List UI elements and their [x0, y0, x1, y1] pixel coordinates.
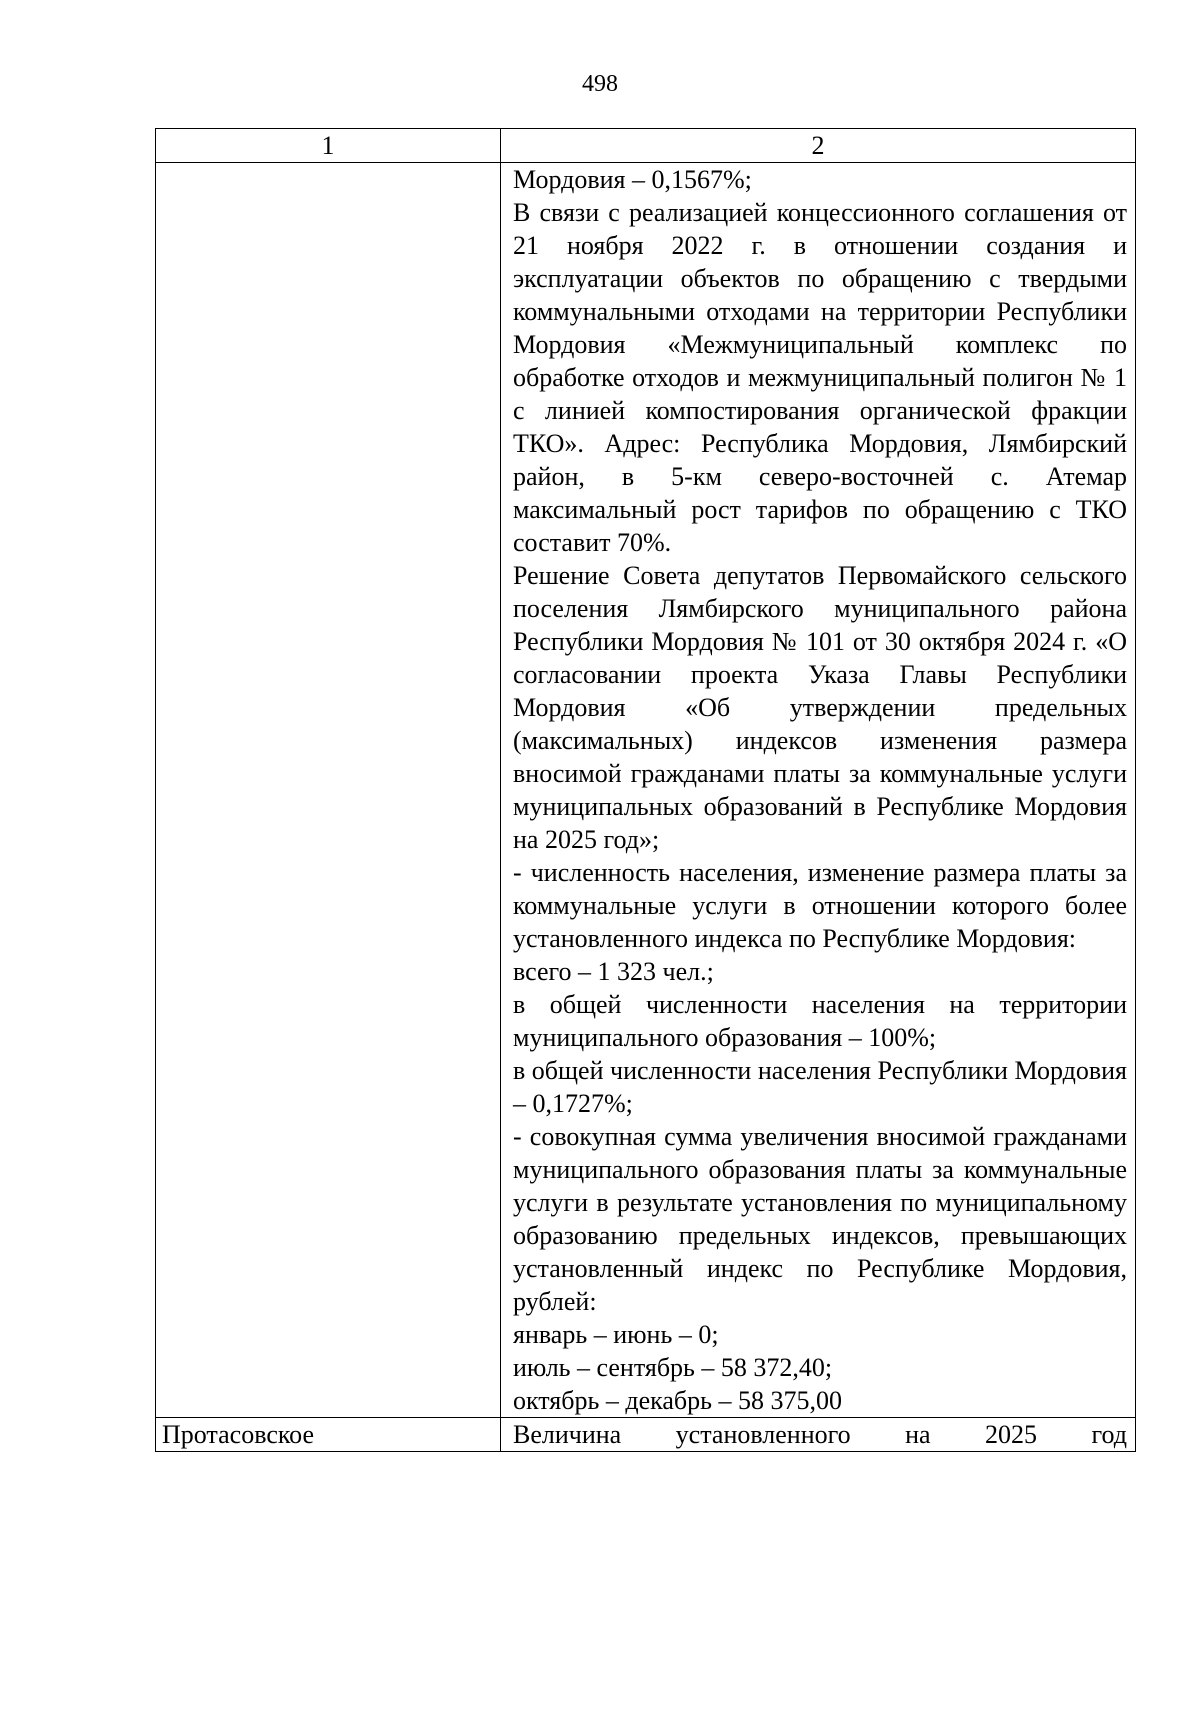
page-number: 498 [582, 71, 618, 97]
table-row [156, 163, 1136, 1418]
table-cell-description: Величина установленного на 2025 год [501, 1418, 1136, 1452]
table-header-row [156, 129, 1136, 163]
document-table [155, 128, 1136, 1452]
paragraph: - численность населения, изменение размера платы за коммунальные услуги в отношении которого более установленного индекса по Республике Мордовия: [513, 858, 1127, 953]
paragraph: июль – сентябрь – 58 372,40; [513, 1353, 833, 1382]
paragraph: октябрь – декабрь – 58 375,00 [513, 1386, 842, 1415]
table-cell-municipality: Протасовское [156, 1418, 501, 1452]
table-header-cell-2: 2 [501, 129, 1136, 163]
paragraph: всего – 1 323 чел.; [513, 957, 714, 986]
table-cell-municipality [156, 163, 501, 1418]
table-cell-description [501, 163, 1136, 1418]
paragraph: в общей численности населения Республики Мордовия – 0,1727%; [513, 1056, 1127, 1118]
paragraph: в общей численности населения на территории муниципального образования – 100%; [513, 990, 1127, 1052]
table-header-cell-1: 1 [156, 129, 501, 163]
paragraph: Решение Совета депутатов Первомайского сельского поселения Лямбирского муниципального района Республики Мордовия № 101 от 30 октября 2024 г. «О согласовании проекта Указа Главы Республики Мордовия «Об утверждении предельных (максимальных) индексов изменения размера вносимой гражданами платы за коммунальные услуги муниципальных образований в Республике Мордовия на 2025 год»; [513, 561, 1127, 854]
paragraph: В связи с реализацией концессионного соглашения от 21 ноября 2022 г. в отношении создания и эксплуатации объектов по обращению с твердыми коммунальными отходами на территории Республики Мордовия «Межмуниципальный комплекс по обработке отходов и межмуниципальный полигон № 1 с линией компостирования органической фракции ТКО». Адрес: Республика Мордовия, Лямбирский район, в 5-км северо-восточней с. Атемар максимальный рост тарифов по обращению с ТКО составит 70%. [513, 198, 1127, 557]
paragraph: - совокупная сумма увеличения вносимой гражданами муниципального образования платы за коммунальные услуги в результате установления по муниципальному образованию предельных индексов, превышающих установленный индекс по Республике Мордовия, рублей: [513, 1122, 1127, 1316]
paragraph: Мордовия – 0,1567%; [513, 165, 752, 194]
paragraph: январь – июнь – 0; [513, 1320, 719, 1349]
table-row [156, 1418, 1136, 1452]
